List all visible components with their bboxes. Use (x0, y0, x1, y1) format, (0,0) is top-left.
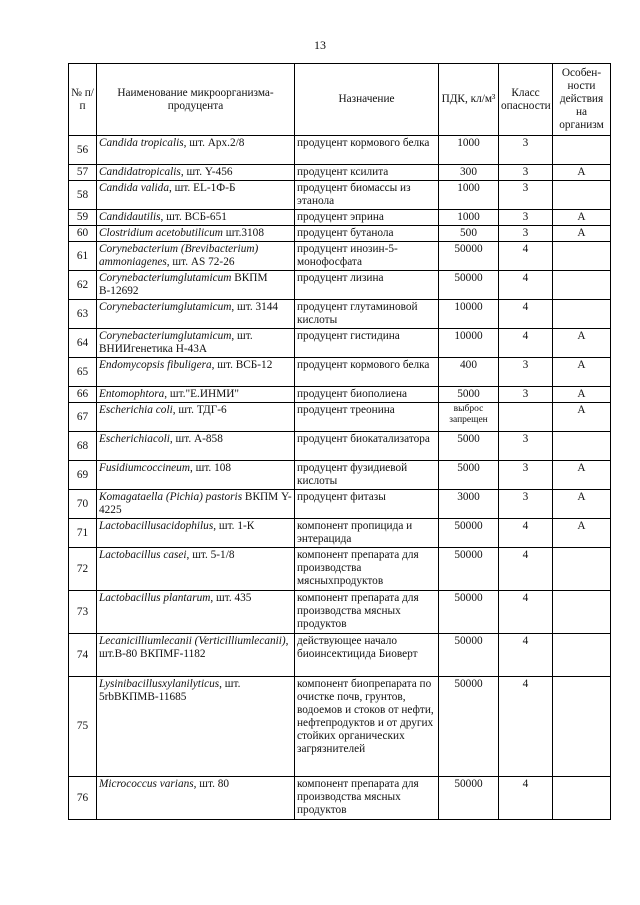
organism-name (97, 300, 295, 329)
row-number: 62 (69, 271, 97, 300)
purpose: продуцент биомассы из этанола (295, 181, 439, 210)
organism-strain: , шт. EL-1Ф-Б (168, 182, 236, 194)
organism-strain: , шт. 435 (210, 592, 252, 604)
pdk-value: 500 (439, 226, 499, 242)
purpose: компонент препарата для производства мясныхпродуктов (295, 548, 439, 591)
organism-latin-name: Candida valida (99, 182, 169, 194)
organism-latin-name: Clostridium acetobutilicum (99, 227, 223, 239)
purpose: продуцент глутаминовой кислоты (295, 300, 439, 329)
row-number: 61 (69, 242, 97, 271)
purpose: компонент биопрепарата по очистке почв, грунтов, водоемов и стоков от нефти, нефтепродуктов и от других стойких органических загрязнителей (295, 677, 439, 777)
purpose: продуцент гистидина (295, 329, 439, 358)
pdk-value: 5000 (439, 387, 499, 403)
row-number: 67 (69, 403, 97, 432)
purpose: продуцент фитазы (295, 490, 439, 519)
purpose: продуцент бутанола (295, 226, 439, 242)
purpose: компонент препарата для производства мясных продуктов (295, 591, 439, 634)
action-features (553, 181, 611, 210)
action-features (553, 300, 611, 329)
action-features (553, 271, 611, 300)
hazard-class: 4 (499, 677, 553, 777)
table-row (69, 181, 611, 210)
organism-latin-name: Escherichia coli (99, 404, 173, 416)
table-row (69, 490, 611, 519)
purpose: продуцент биополиена (295, 387, 439, 403)
action-features: А (553, 461, 611, 490)
organism-strain: , шт. 80 (193, 778, 230, 790)
hazard-class (499, 403, 553, 432)
hazard-class: 3 (499, 461, 553, 490)
table-row (69, 226, 611, 242)
purpose: продуцент фузидиевой кислоты (295, 461, 439, 490)
table-row (69, 165, 611, 181)
row-number: 73 (69, 591, 97, 634)
hazard-class: 4 (499, 634, 553, 677)
hazard-class: 3 (499, 165, 553, 181)
action-features: А (553, 358, 611, 387)
hazard-class: 3 (499, 226, 553, 242)
organism-name (97, 181, 295, 210)
pdk-value: 50000 (439, 634, 499, 677)
organism-latin-name: Candidautilis (99, 211, 161, 223)
action-features: А (553, 226, 611, 242)
table-row (69, 358, 611, 387)
hazard-class: 4 (499, 548, 553, 591)
action-features (553, 136, 611, 165)
organism-latin-name: Lysinibacillusxylanilyticus (99, 678, 220, 690)
organism-latin-name: Corynebacteriumglutamicum (99, 272, 232, 284)
table-row (69, 548, 611, 591)
row-number: 66 (69, 387, 97, 403)
row-number: 60 (69, 226, 97, 242)
row-number: 70 (69, 490, 97, 519)
hazard-class: 4 (499, 242, 553, 271)
table-row (69, 300, 611, 329)
action-features: А (553, 403, 611, 432)
organism-latin-name: Endomycopsis fibuligera (99, 359, 212, 371)
organism-name (97, 777, 295, 820)
row-number: 64 (69, 329, 97, 358)
hazard-class: 3 (499, 181, 553, 210)
hazard-class: 3 (499, 387, 553, 403)
table-row (69, 519, 611, 548)
table-row (69, 271, 611, 300)
organism-strain: , шт.В-80 ВКПМF-1182 (99, 635, 289, 660)
organism-latin-name: Candidatropicalis (99, 166, 181, 178)
microorganism-table (68, 63, 611, 820)
pdk-value: 1000 (439, 181, 499, 210)
row-number: 68 (69, 432, 97, 461)
organism-strain: , шт. ВНИИгенетика Н-43А (99, 330, 253, 355)
pdk-value: 5000 (439, 461, 499, 490)
organism-name (97, 403, 295, 432)
organism-strain: , шт. 3144 (231, 301, 279, 313)
organism-latin-name: Fusidiumcoccineum (99, 462, 190, 474)
purpose: продуцент лизина (295, 271, 439, 300)
hazard-class: 4 (499, 777, 553, 820)
organism-latin-name: Corynebacterium (Brevibacterium) ammoniagenes (99, 243, 259, 268)
pdk-value: 5000 (439, 432, 499, 461)
organism-name (97, 136, 295, 165)
table-row (69, 777, 611, 820)
organism-name (97, 165, 295, 181)
organism-latin-name: Lactobacillusacidophilus (99, 520, 214, 532)
organism-strain: шт.3108 (222, 227, 264, 239)
hazard-class: 3 (499, 432, 553, 461)
table-row (69, 634, 611, 677)
row-number: 74 (69, 634, 97, 677)
organism-name (97, 634, 295, 677)
organism-strain: , шт. Y-456 (180, 166, 233, 178)
pdk-value: 50000 (439, 519, 499, 548)
purpose: продуцент эприна (295, 210, 439, 226)
pdk-value: 1000 (439, 210, 499, 226)
col-header-num: № п/п (69, 64, 97, 136)
table-row (69, 242, 611, 271)
action-features (553, 242, 611, 271)
organism-name (97, 210, 295, 226)
col-header-name: Наименование микроорганизма-продуцента (97, 64, 295, 136)
organism-latin-name: Lecanicilliumlecanii (Verticilliumlecanii) (99, 635, 286, 647)
organism-strain: , шт. ВСБ-651 (160, 211, 227, 223)
row-number: 63 (69, 300, 97, 329)
organism-strain: , шт. А-858 (169, 433, 223, 445)
hazard-class: 4 (499, 300, 553, 329)
organism-latin-name: Corynebacteriumglutamicum (99, 330, 232, 342)
organism-latin-name: Lactobacillus casei (99, 549, 187, 561)
table-row (69, 329, 611, 358)
row-number: 65 (69, 358, 97, 387)
action-features: А (553, 329, 611, 358)
pdk-value: 1000 (439, 136, 499, 165)
organism-name (97, 591, 295, 634)
pdk-value: 400 (439, 358, 499, 387)
row-number: 69 (69, 461, 97, 490)
action-features: А (553, 387, 611, 403)
table-row (69, 591, 611, 634)
organism-strain: , шт. Арх.2/8 (183, 137, 245, 149)
organism-strain: ВКПМ Y-4225 (99, 491, 292, 516)
hazard-class: 3 (499, 490, 553, 519)
organism-name (97, 490, 295, 519)
row-number: 56 (69, 136, 97, 165)
action-features (553, 432, 611, 461)
table-row (69, 210, 611, 226)
row-number: 75 (69, 677, 97, 777)
purpose: продуцент кормового белка (295, 136, 439, 165)
organism-latin-name: Micrococcus varians (99, 778, 194, 790)
table-body (69, 136, 611, 820)
hazard-class: 4 (499, 271, 553, 300)
purpose: действующее начало биоинсектицида Биоверт (295, 634, 439, 677)
row-number: 71 (69, 519, 97, 548)
action-features (553, 777, 611, 820)
row-number: 58 (69, 181, 97, 210)
action-features (553, 677, 611, 777)
hazard-class: 4 (499, 329, 553, 358)
col-header-purpose: Назначение (295, 64, 439, 136)
pdk-value: 3000 (439, 490, 499, 519)
organism-name (97, 461, 295, 490)
organism-strain: , шт. 5-1/8 (186, 549, 235, 561)
organism-name (97, 271, 295, 300)
organism-strain: , шт. ТДГ-6 (172, 404, 227, 416)
organism-name (97, 226, 295, 242)
organism-name (97, 387, 295, 403)
action-features: А (553, 165, 611, 181)
hazard-class: 3 (499, 136, 553, 165)
purpose: продуцент треонина (295, 403, 439, 432)
table-row (69, 403, 611, 432)
pdk-value: 50000 (439, 271, 499, 300)
purpose: продуцент инозин-5-монофосфата (295, 242, 439, 271)
organism-latin-name: Corynebacteriumglutamicum (99, 301, 232, 313)
hazard-class: 3 (499, 358, 553, 387)
row-number: 76 (69, 777, 97, 820)
organism-strain: , шт. AS 72-26 (166, 256, 235, 268)
row-number: 72 (69, 548, 97, 591)
hazard-class: 3 (499, 210, 553, 226)
table-row (69, 136, 611, 165)
pdk-value: 300 (439, 165, 499, 181)
action-features: А (553, 210, 611, 226)
organism-latin-name: Candida tropicalis (99, 137, 184, 149)
page-number: 13 (314, 38, 326, 52)
action-features: А (553, 490, 611, 519)
organism-name (97, 242, 295, 271)
organism-name (97, 519, 295, 548)
purpose: продуцент биокатализатора (295, 432, 439, 461)
organism-name (97, 329, 295, 358)
organism-name (97, 548, 295, 591)
col-header-class: Класс опасности (499, 64, 553, 136)
row-number: 59 (69, 210, 97, 226)
col-header-pdk: ПДК, кл/м³ (439, 64, 499, 136)
purpose: компонент пропицида и энтерацида (295, 519, 439, 548)
header-row (69, 64, 611, 136)
purpose: компонент препарата для производства мясных продуктов (295, 777, 439, 820)
organism-name (97, 677, 295, 777)
hazard-class: 4 (499, 591, 553, 634)
organism-strain: , шт."Е.ИНМИ" (164, 388, 240, 400)
table-row (69, 677, 611, 777)
pdk-value: 50000 (439, 591, 499, 634)
hazard-class: 4 (499, 519, 553, 548)
pdk-value: 10000 (439, 300, 499, 329)
pdk-value: 50000 (439, 777, 499, 820)
organism-strain: , шт. 1-К (213, 520, 255, 532)
organism-latin-name: Lactobacillus plantarum (99, 592, 211, 604)
pdk-value: 50000 (439, 677, 499, 777)
organism-latin-name: Komagataella (Pichia) pastoris (99, 491, 243, 503)
organism-strain: , шт. ВСБ-12 (211, 359, 273, 371)
pdk-value: 10000 (439, 329, 499, 358)
row-number: 57 (69, 165, 97, 181)
pdk-value: выброс запрещен (439, 403, 499, 432)
action-features (553, 591, 611, 634)
table-row (69, 387, 611, 403)
action-features (553, 548, 611, 591)
purpose: продуцент кормового белка (295, 358, 439, 387)
action-features (553, 634, 611, 677)
organism-latin-name: Entomophtora (99, 388, 165, 400)
action-features: А (553, 519, 611, 548)
col-header-features: Особен- ности действия на организм (553, 64, 611, 136)
table-row (69, 432, 611, 461)
purpose: продуцент ксилита (295, 165, 439, 181)
organism-name (97, 432, 295, 461)
pdk-value: 50000 (439, 548, 499, 591)
pdk-value: 50000 (439, 242, 499, 271)
table-row (69, 461, 611, 490)
organism-strain: , шт. 5rbВКПМВ-11685 (99, 678, 241, 703)
organism-latin-name: Escherichiacoli (99, 433, 170, 445)
organism-strain: , шт. 108 (189, 462, 232, 474)
organism-strain: ВКПМ В-12692 (99, 272, 268, 297)
organism-name (97, 358, 295, 387)
